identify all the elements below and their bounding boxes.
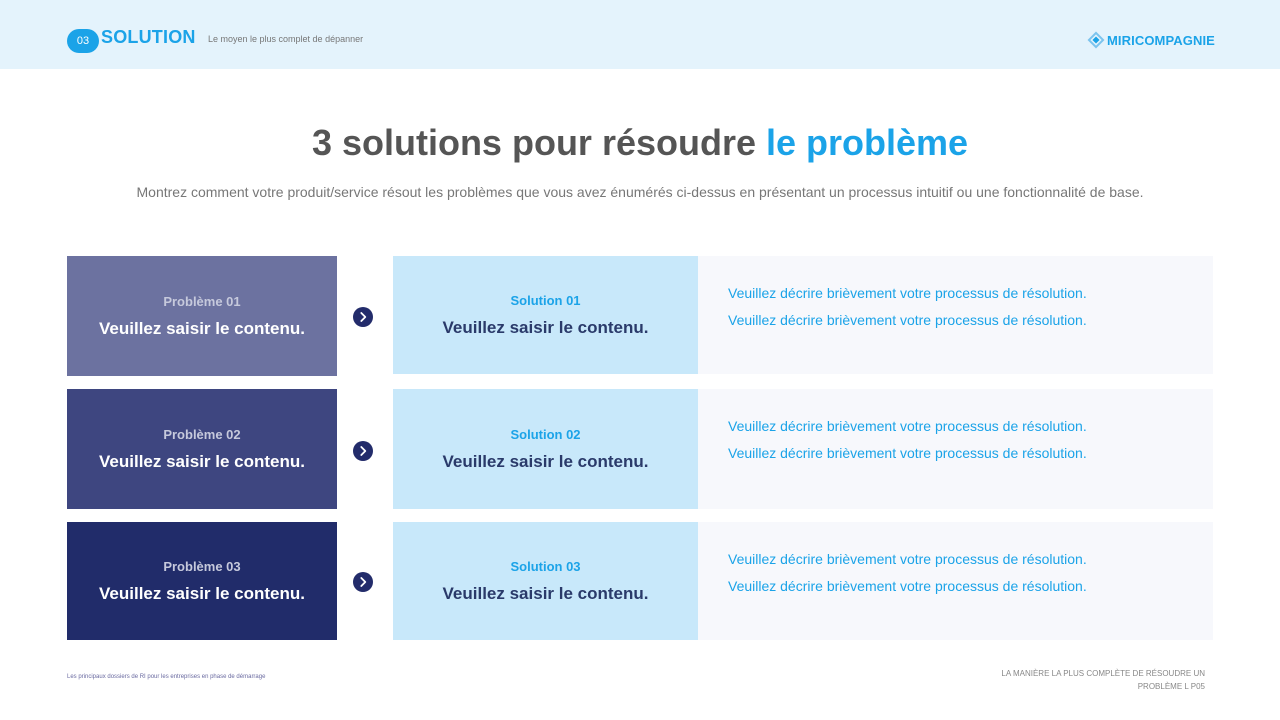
solution-label-2: Solution 02 <box>510 426 581 442</box>
problem-text-1: Veuillez saisir le contenu. <box>99 318 305 338</box>
chevron-right-circle-icon <box>353 307 373 327</box>
description-line: Veuillez décrire brièvement votre processus de résolution. <box>728 551 1087 567</box>
solution-text-3: Veuillez saisir le contenu. <box>442 583 649 603</box>
solution-label-3: Solution 03 <box>510 558 581 574</box>
header-band <box>0 0 1280 69</box>
problem-box-3 <box>67 522 337 640</box>
problem-text-3: Veuillez saisir le contenu. <box>99 583 305 603</box>
problem-label-1: Problème 01 <box>163 293 241 309</box>
solution-box-1 <box>393 256 698 374</box>
solution-row-3 <box>0 522 1280 640</box>
description-line: Veuillez décrire brièvement votre processus de résolution. <box>728 418 1087 434</box>
page-subtitle: Montrez comment votre produit/service résout les problèmes que vous avez énumérés ci-dessus en présentant un processus intuitif ou une fonctionnalité de base. <box>136 184 1144 200</box>
description-line: Veuillez décrire brièvement votre processus de résolution. <box>728 445 1087 461</box>
brand-name: MIRICOMPAGNIE <box>1107 32 1215 48</box>
solution-text-2: Veuillez saisir le contenu. <box>442 451 649 471</box>
diamond-logo-icon <box>1087 31 1105 49</box>
solution-row-2 <box>0 389 1280 509</box>
section-subtitle: Le moyen le plus complet de dépanner <box>208 34 364 44</box>
footer-caption: Les principaux dossiers de RI pour les entreprises en phase de démarrage <box>67 674 266 680</box>
footer-page-label: LA MANIÈRE LA PLUS COMPLÈTE DE RÉSOUDRE UN PROBLÈME L P05 <box>1001 669 1205 691</box>
description-line: Veuillez décrire brièvement votre processus de résolution. <box>728 312 1087 328</box>
problem-label-2: Problème 02 <box>163 426 241 442</box>
brand <box>1087 31 1215 49</box>
description-line: Veuillez décrire brièvement votre processus de résolution. <box>728 578 1087 594</box>
solution-box-3 <box>393 522 698 640</box>
chevron-right-circle-icon <box>353 441 373 461</box>
section-number-badge: 03 <box>67 29 99 53</box>
page-title-main: 3 solutions pour résoudre <box>311 122 766 163</box>
page-title <box>0 122 1280 164</box>
problem-box-1 <box>67 256 337 376</box>
page-title-accent: le problème <box>766 122 969 163</box>
problem-box-2 <box>67 389 337 509</box>
section-title: SOLUTION <box>101 27 196 47</box>
description-line: Veuillez décrire brièvement votre processus de résolution. <box>728 285 1087 301</box>
description-box-1 <box>698 256 1213 374</box>
description-box-3 <box>698 522 1213 640</box>
problem-label-3: Problème 03 <box>163 558 241 574</box>
solution-row-1 <box>0 256 1280 376</box>
solution-text-1: Veuillez saisir le contenu. <box>442 317 649 337</box>
chevron-right-circle-icon <box>353 572 373 592</box>
solution-label-1: Solution 01 <box>510 292 581 308</box>
solution-box-2 <box>393 389 698 509</box>
problem-text-2: Veuillez saisir le contenu. <box>99 451 305 471</box>
description-box-2 <box>698 389 1213 509</box>
